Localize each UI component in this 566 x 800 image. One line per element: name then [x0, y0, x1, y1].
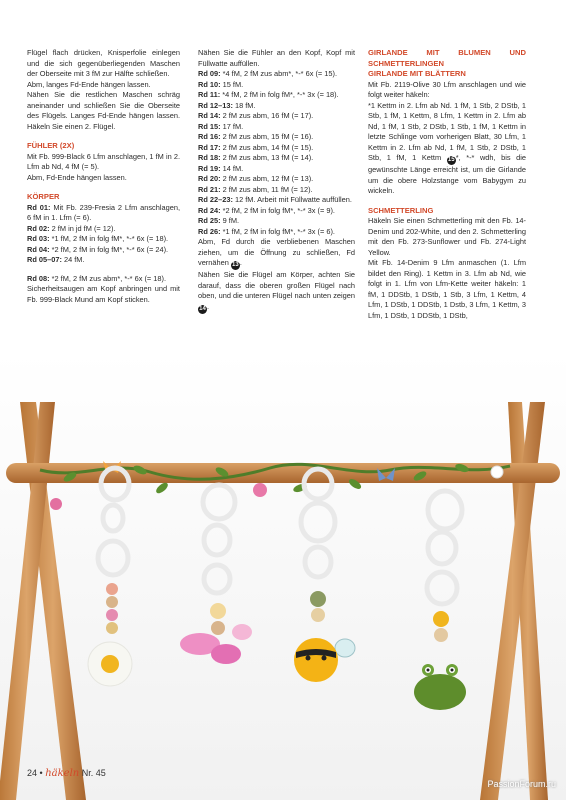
row-instruction: Rd 22–23: 12 fM. Arbeit mit Füllwatte auffüllen. [198, 195, 352, 204]
row-instruction: Rd 02: 2 fM in jd fM (= 12). [27, 223, 116, 233]
photo-number-badge: 13 [232, 262, 239, 268]
row-instruction: Rd 21: 2 fM zus abm, 11 fM (= 12). [198, 184, 313, 194]
bead [210, 603, 226, 619]
page-number: 24 [27, 768, 38, 778]
baby-gym-photo [0, 352, 566, 800]
text-column-3 [368, 48, 526, 321]
paragraph: Mit Fb. 2119-Olive 30 Lfm anschlagen und wie folgt weiter häkeln: [368, 79, 526, 99]
row-instruction: Rd 15: 17 fM. [198, 121, 244, 131]
row-instruction: Rd 09: *4 fM, 2 fM zus abm*, *-* 6x (= 15). [198, 69, 338, 78]
row-instruction: Rd 26: *1 fM, 2 fM in folg fM*, *-* 3x (= 6). [198, 226, 335, 236]
bead [433, 611, 449, 627]
paragraph: Abm, Fd durch die verbliebenen Maschen ziehen, um die Öffnung zu schließen, Fd vernähen 13. [198, 237, 355, 268]
bead [106, 609, 118, 621]
photo-number-badge: 14 [199, 305, 206, 312]
row-instruction: Rd 17: 2 fM zus abm, 14 fM (= 15). [198, 142, 314, 152]
section-heading-girlande: GIRLANDE MIT BLUMEN UND SCHMETTERLINGEN [368, 48, 526, 68]
text-column-2 [198, 48, 355, 314]
paragraph: Abm, Fd-Ende hängen lassen. [27, 172, 127, 182]
baby-gym-illustration [0, 352, 566, 800]
paragraph: Sicherheitsaugen am Kopf anbringen und mit Fb. 999-Black Mund am Kopf sticken. [27, 284, 180, 304]
row-instruction: Rd 08: *2 fM, 2 fM zus abm*, *-* 6x (= 18). [27, 273, 167, 283]
section-heading-koerper: KÖRPER [27, 192, 60, 201]
flower-white [491, 466, 503, 478]
row-instruction: Rd 19: 14 fM. [198, 163, 244, 173]
section-heading-fuehler: FÜHLER (2X) [27, 141, 75, 150]
bead [434, 628, 448, 642]
paragraph: Mit Fb. 999-Black 6 Lfm anschlagen, 1 fM in 2. Lfm ab Nd, 4 fM (= 5). [27, 151, 180, 171]
issue-number: Nr. 45 [81, 768, 106, 778]
bead [106, 622, 118, 634]
daisy-flower [88, 642, 132, 686]
row-instruction: Rd 12–13: 18 fM. [198, 100, 256, 110]
row-instruction: Rd 01: Mit Fb. 239-Fresia 2 Lfm anschlagen, 6 fM in 1. Lfm (= 6). [27, 202, 180, 222]
flower [50, 498, 62, 510]
bead [311, 608, 325, 622]
paragraph: Häkeln Sie einen Schmetterling mit den Fb. 14-Denim und 202-White, und den 2. Schmetterling mit den Fb. 273-Sunflower und Fb. 274-Light Yellow. [368, 216, 526, 257]
bead [310, 591, 326, 607]
row-instruction: Rd 18: 2 fM zus abm, 13 fM (= 14). [198, 153, 314, 162]
page-footer [27, 768, 106, 779]
row-instruction: Rd 04: *2 fM, 2 fM in folg fM*, *-* 6x (= 24). [27, 244, 169, 254]
row-instruction: Rd 10: 15 fM. [198, 79, 244, 89]
paragraph: Nähen Sie die Flügel am Körper, achten Sie darauf, dass die oberen großen Flügel nach oben, und die unteren Flügel nach unten zeigen 14. [198, 270, 355, 312]
paragraph: Mit Fb. 14-Denim 9 Lfm anmaschen (1. Lfm bildet den Ring). 1 Kettm in 3. Lfm ab Nd, wie folgt in 1. Lfm von Lfm-Kette weiter häkeln: 1 fM, 1 DDStb, 1 DStb, 1 Stb, 3 Lfm, 1 Kettm, 4 Lfm, 1 DStb, 1 DDStb, 1 Dstb, 3 Lfm, 1 Kettm, 3 Lfm, 1 DStb, 1 DDStb, 1 DStb, [368, 258, 526, 320]
row-instruction: Rd 05–07: 24 fM. [27, 255, 85, 264]
paragraph: *1 Kettm in 2. Lfm ab Nd. 1 fM, 1 Stb, 2 DStb, 1 Stb, 1 fM, 1 Kettm, 8 Lfm, 1 Kettm in 2. Lfm ab Nd, 1 fM, 1 Stb, 2 DStb, 1 Stb, 1 fM, 1 Kettm in letzte Schlinge vom vorherigen Blatt, 30 Lfm, 1 Kettm in 2. Lfm ab Nd, 1 fM, 1 Stb, 2 DStb, 1 Stb, 1 fM, 1 Kettm 15*, *-* wdh, bis die gewünschte Länge erreicht ist, um die Girlande um die obere Holzstange vom Babygym zu wickeln. [368, 100, 526, 195]
row-instruction: Rd 11: *4 fM, 2 fM in folg fM*, *-* 3x (= 18). [198, 90, 339, 99]
paragraph: Nähen Sie die Fühler an den Kopf, Kopf mit Füllwatte auffüllen. [198, 48, 355, 68]
paragraph: Nähen Sie die restlichen Maschen schräg aneinander und schließen Sie die Oberseite des Flügels. Langes Fd-Ende hängen lassen. Häkeln Sie einen 2. Flügel. [27, 90, 180, 131]
row-instruction: Rd 14: 2 fM zus abm, 16 fM (= 17). [198, 111, 314, 120]
section-heading-girlande-blaetter: GIRLANDE MIT BLÄTTERN [368, 69, 466, 78]
row-list [198, 69, 355, 237]
bead [106, 583, 118, 595]
watermark: PassionForum.ru [487, 779, 556, 789]
paragraph: Flügel flach drücken, Knisperfolie einlegen und die sich gegenüberliegenden Maschen der Oberseite mit 3 fM zur Hälfte schließen. [27, 48, 180, 78]
magazine-brand: häkeln [45, 768, 80, 779]
footer-dot: • [39, 768, 43, 778]
flower [253, 483, 267, 497]
row-instruction: Rd 25: 9 fM. [198, 216, 240, 225]
bead [211, 621, 225, 635]
text-column-1 [27, 48, 180, 305]
row-instruction: Rd 20: 2 fM zus abm, 12 fM (= 13). [198, 174, 314, 183]
row-instruction: Rd 24: *2 fM, 2 fM in folg fM*, *-* 3x (= 9). [198, 205, 335, 215]
photo-number-badge: 15 [447, 157, 455, 163]
paragraph: Abm, langes Fd-Ende hängen lassen. [27, 79, 151, 89]
row-instruction: Rd 03: *1 fM, 2 fM in folg fM*, *-* 6x (= 18). [27, 234, 169, 243]
bead [106, 596, 118, 608]
row-instruction: Rd 16: 2 fM zus abm, 15 fM (= 16). [198, 132, 314, 141]
section-heading-schmetterling: SCHMETTERLING [368, 205, 434, 215]
